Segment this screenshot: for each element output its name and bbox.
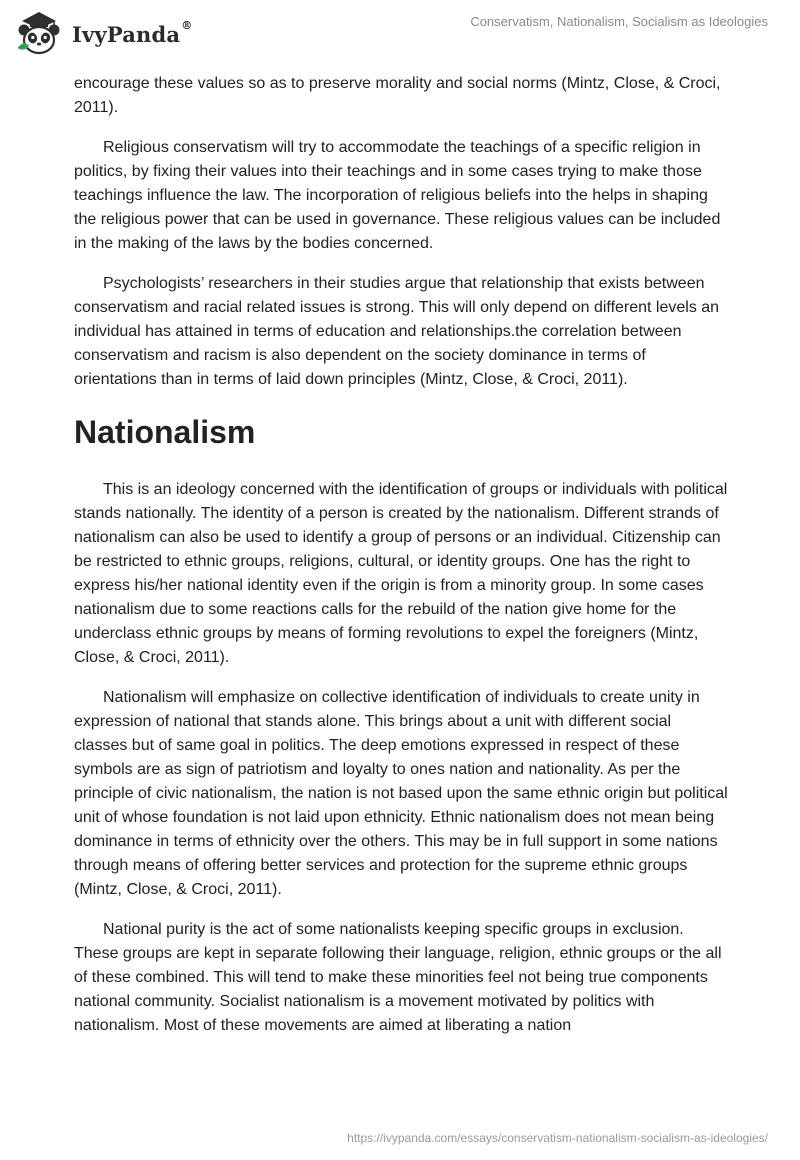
paragraph-psychologists: Psychologists’ researchers in their studies argue that relationship that exists between conservatism and racial related issues is strong. This will only depend on different levels an individual has attained in terms of education and relationships.the correlation between conservatism and racism is also dependent on the society dominance in terms of orientations than in terms of laid down principles (Mintz, Close, & Croci, 2011). — [74, 275, 720, 388]
registered-mark: ® — [181, 18, 193, 32]
source-url-link[interactable]: https://ivypanda.com/essays/conservatism-nationalism-socialism-as-ideologies/ — [347, 1131, 768, 1145]
paragraph-nationalism-3: National purity is the act of some nationalists keeping specific groups in exclusion. These groups are kept in separate following their language, religion, ethnic groups or the all of these combined. This will tend to make these minorities feel not being true components national community. Socialist nationalism is a movement motivated by politics with nationalism. Most of these movements are aimed at liberating a nation — [74, 921, 722, 1034]
panda-logo-icon — [14, 8, 64, 58]
page-header — [0, 0, 800, 70]
essay-body — [74, 72, 728, 1054]
document-title: Conservatism, Nationalism, Socialism as Ideologies — [470, 14, 768, 29]
brand-name — [72, 18, 193, 47]
section-heading-nationalism: Nationalism — [74, 414, 256, 450]
paragraph-religious-conservatism: Religious conservatism will try to accommodate the teachings of a specific religion in politics, by fixing their values into their teachings and in some cases trying to make those teachings influence the law. The incorporation of religious beliefs into the helps in shaping the religious power that can be used in governance. These religious values can be included in the making of the laws by the bodies concerned. — [74, 139, 721, 252]
paragraph-intro: encourage these values so as to preserve morality and social norms (Mintz, Close, & Croci, 2011). — [74, 75, 721, 116]
brand-text: IvyPanda — [72, 21, 181, 47]
paragraph-nationalism-1: This is an ideology concerned with the identification of groups or individuals with political stands nationally. The identity of a person is created by the nationalism. Different strands of nationalism can also be used to identify a group of persons or an individual. Citizenship can be restricted to ethnic groups, religions, cultural, or identity groups. One has the right to express his/her national identity even if the origin is from a minority group. In some cases nationalism due to some reactions calls for the rebuild of the nation give home for the underclass ethnic groups by means of forming revolutions to expel the foreigners (Mintz, Close, & Croci, 2011). — [74, 481, 728, 666]
paragraph-nationalism-2: Nationalism will emphasize on collective identification of individuals to create unity in expression of national that stands alone. This brings about a unit with different social classes but of same goal in politics. The deep emotions expressed in respect of these symbols are as sign of patriotism and loyalty to ones nation and nationality. As per the principle of civic nationalism, the nation is not based upon the same ethnic origin but political unit of whose foundation is not laid upon ethnicity. Ethnic nationalism does not mean being dominance in terms of ethnicity over the others. This may be in full support in some nations through means of offering better services and protection for the supreme ethnic groups (Mintz, Close, & Croci, 2011). — [74, 689, 728, 898]
brand-logo[interactable] — [14, 8, 192, 58]
